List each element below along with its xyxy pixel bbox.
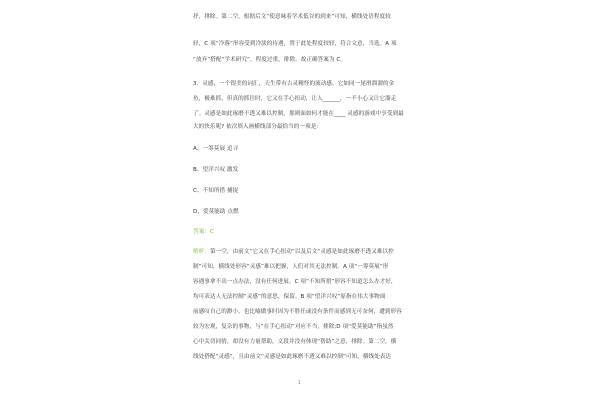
paragraph-line: 抒，排除。第二空，根据后文“使意味着学术低谷的到来”可知，横线处语程度较	[193, 14, 391, 20]
answer-label: 答案：C	[193, 229, 214, 235]
question-line: 大的快乐呢? 依次填入画横线部分最恰当的一项是：	[193, 124, 323, 130]
analysis-line: 均可表达人无法控制“灵感”的意思，保留。B 项“望洋兴叹”原指在伟大事物面	[193, 294, 386, 300]
question-line: 3．灵感，一个很美的词汇，天生带有古灵精怪的流动感。它如同一尾滑溜溜的金	[193, 81, 395, 87]
paragraph-line: “放弃”搭配“学术研究”，程度过重，排除。故正确答案为 C。	[193, 57, 347, 63]
analysis-line	[193, 248, 394, 256]
analysis-first-line-text: 第一空，由前文“它又在手心扭动”以及后文“灵感是如此琢磨不透又难以控	[209, 249, 394, 255]
analysis-line: 线处搭配“灵感”，且由前文“灵感是如此琢磨不透又难以控制”可知，横线处表达	[193, 354, 392, 360]
question-line: 了。灵感是如此琢磨不透又难以控制，那则面如何才能在____ 灵感的游戏中享受到最	[193, 111, 404, 117]
analysis-line: 较为宏观，复杂的事物，与“在手心扭动”对应不当，排除;D 项“爱莫能助”指虽然	[193, 324, 394, 330]
analysis-line: 前感叹自己的渺小，也比喻做事时因为不胜任或没有条件而感到无可奈何，遭到形容	[193, 309, 402, 315]
option-b: B、望洋兴叹 激发	[193, 167, 239, 173]
option-d: D、爱莫能助 点燃	[193, 209, 239, 215]
analysis-line: 制”可知，横线处形容“灵感”难以把握，人们对其无法控制。A 项“一筹莫展”形	[193, 264, 389, 270]
analysis-line: 心中关切同情，却没有力量帮助，文段并没有体现“帮助”之意，排除。第二空，横	[193, 339, 397, 345]
question-line: 鱼，极难抓，但真的抓往时，它又在手心扭动，让人______，一不小心又让它溜走	[193, 96, 397, 102]
analysis-line: 容遇事拿不出一点办法，没有任何进展，C 项“不知所措”形容不知道怎么办才好，	[193, 279, 397, 285]
option-a: A、一筹莫展 追寻	[193, 146, 239, 152]
option-c: C、不知所措 捕捉	[193, 188, 239, 194]
page-number: 1	[298, 380, 301, 385]
analysis-prefix: 解析：	[193, 249, 210, 255]
paragraph-line: 轻，C 项“冷落”形容受到冷淡的待遇，置于此处程度较轻，符合文意，当选。A 项	[193, 41, 397, 47]
